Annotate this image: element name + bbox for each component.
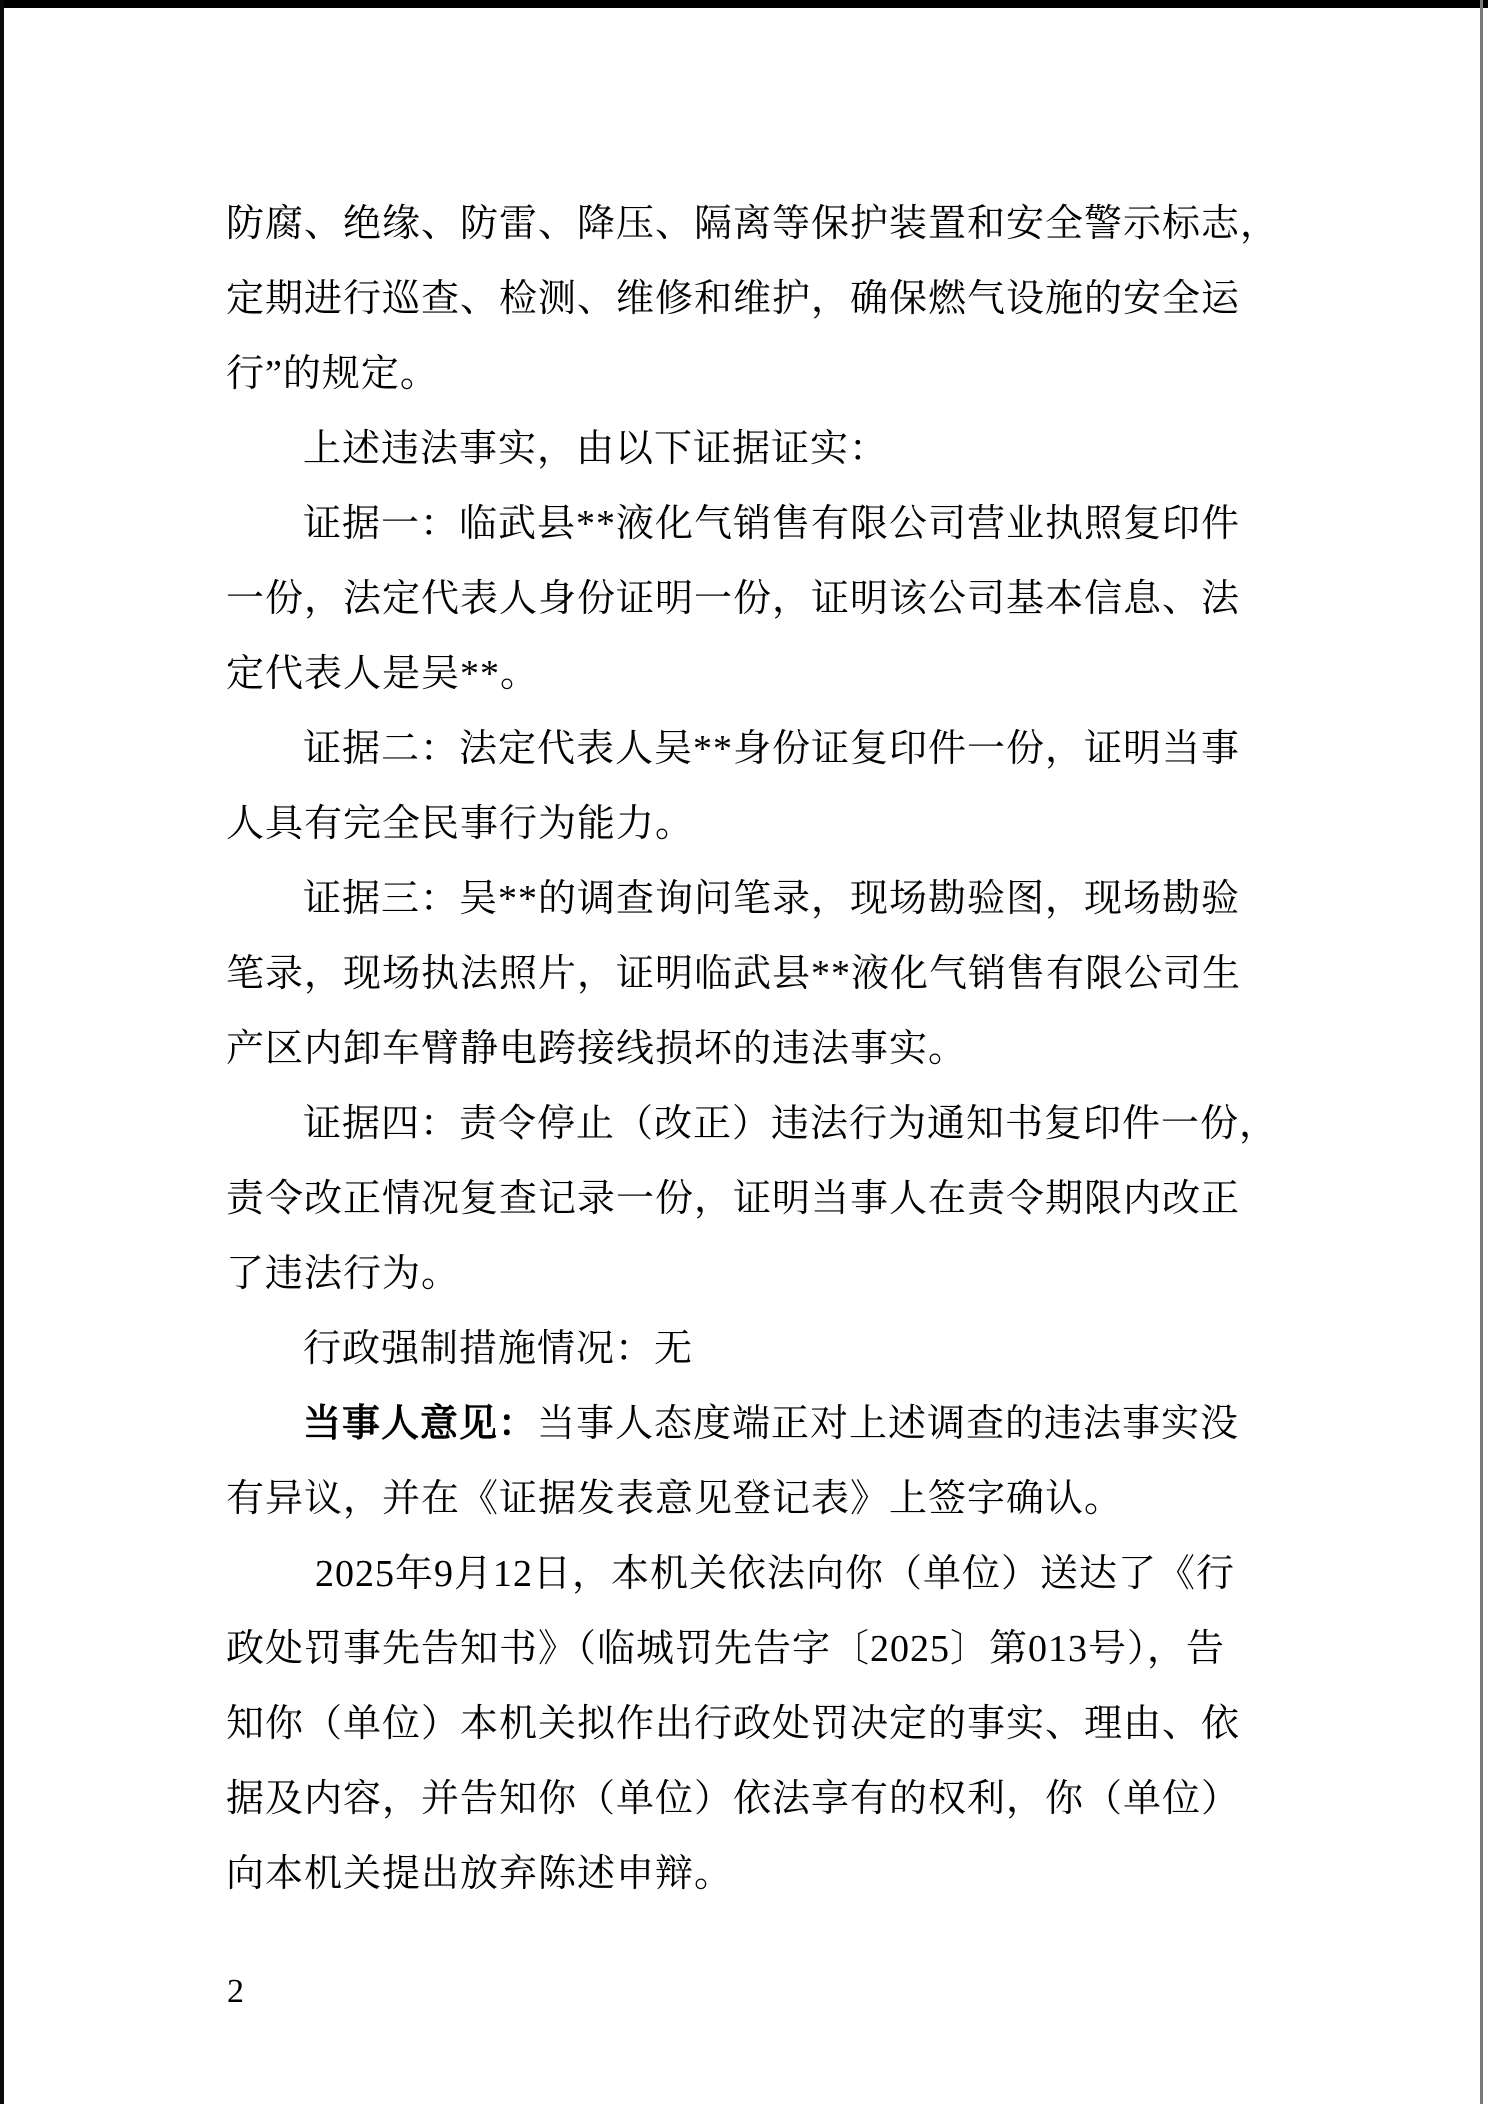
right-border-line bbox=[1480, 0, 1483, 2104]
text-line: 证据二：法定代表人吴**身份证复印件一份，证明当事 bbox=[303, 728, 1241, 770]
left-border-line bbox=[0, 0, 4, 2104]
text-line: 行政强制措施情况：无 bbox=[303, 1328, 694, 1370]
text-line: 责令改正情况复查记录一份，证明当事人在责令期限内改正 bbox=[226, 1178, 1241, 1220]
text-line: 知你（单位）本机关拟作出行政处罚决定的事实、理由、依 bbox=[226, 1703, 1241, 1745]
text-line: 政处罚事先告知书》（临城罚先告字〔2025〕第013号），告 bbox=[226, 1628, 1226, 1670]
text-line: 向本机关提出放弃陈述申辩。 bbox=[226, 1853, 734, 1895]
text-line: 一份，法定代表人身份证明一份，证明该公司基本信息、法 bbox=[226, 578, 1241, 620]
text-line: 定期进行巡查、检测、维修和维护，确保燃气设施的安全运 bbox=[226, 278, 1241, 320]
text-line: 产区内卸车臂静电跨接线损坏的违法事实。 bbox=[226, 1028, 968, 1070]
text-line: 上述违法事实，由以下证据证实： bbox=[303, 428, 889, 470]
line-text: 当事人态度端正对上述调查的违法事实没 bbox=[537, 1403, 1240, 1445]
text-line: 笔录，现场执法照片，证明临武县**液化气销售有限公司生 bbox=[226, 953, 1242, 995]
bold-label: 当事人意见： bbox=[303, 1403, 538, 1445]
text-line: 定代表人是吴**。 bbox=[226, 653, 540, 695]
text-line: 证据一：临武县**液化气销售有限公司营业执照复印件 bbox=[303, 503, 1241, 545]
page-number: 2 bbox=[227, 1973, 244, 2010]
text-line: 了违法行为。 bbox=[226, 1253, 461, 1295]
document-body bbox=[226, 187, 1346, 1912]
text-line: 证据四：责令停止（改正）违法行为通知书复印件一份， bbox=[303, 1103, 1279, 1145]
text-line: 行”的规定。 bbox=[226, 353, 439, 395]
text-line: 人具有完全民事行为能力。 bbox=[226, 803, 695, 845]
text-line: 有异议，并在《证据发表意见登记表》上签字确认。 bbox=[226, 1478, 1124, 1520]
text-line: 防腐、绝缘、防雷、降压、隔离等保护装置和安全警示标志， bbox=[226, 203, 1280, 245]
text-line: 据及内容，并告知你（单位）依法享有的权利，你（单位） bbox=[226, 1778, 1241, 1820]
text-line bbox=[226, 1387, 1346, 1462]
text-line: 2025年9月12日，本机关依法向你（单位）送达了《行 bbox=[315, 1553, 1236, 1595]
text-line: 证据三：吴**的调查询问笔录，现场勘验图，现场勘验 bbox=[303, 878, 1241, 920]
top-border-bar bbox=[0, 0, 1488, 8]
